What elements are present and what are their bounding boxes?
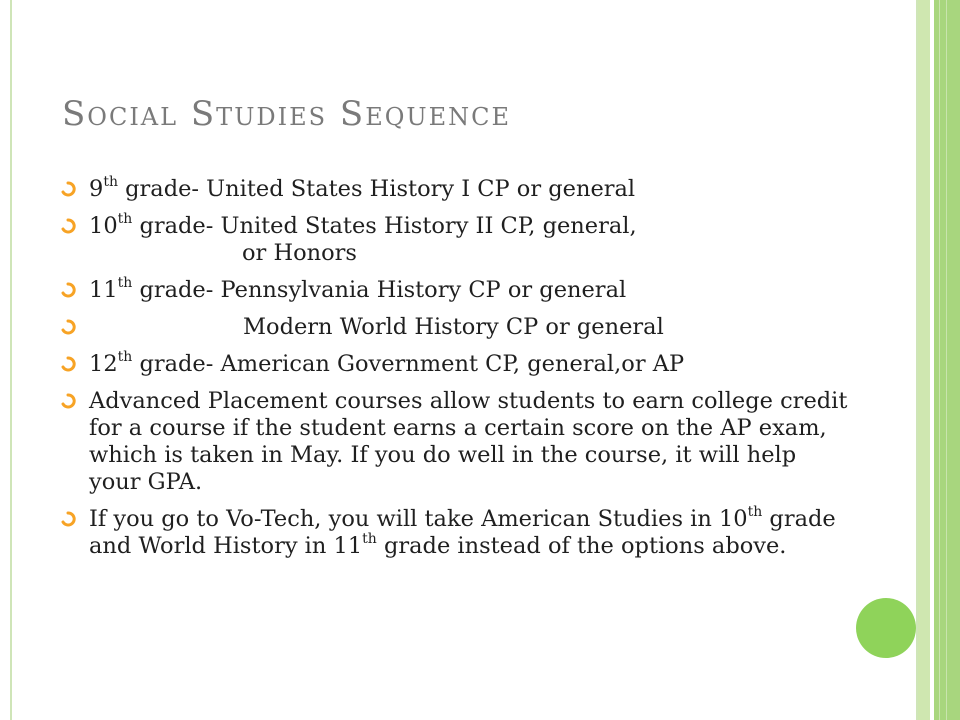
list-item [60, 314, 850, 341]
bullet-icon [60, 218, 76, 234]
grade-suffix: th [747, 503, 763, 520]
bullet-text: grade instead of the options above. [376, 533, 787, 559]
bullet-icon [60, 393, 76, 409]
bullet-icon [60, 181, 76, 197]
grade-suffix: th [117, 348, 133, 365]
bullet-continuation: or Honors [242, 240, 357, 266]
bullet-text: Advanced Placement courses allow students to earn college credit for a course if the student earns a certain score on the AP exam, which is taken in May. If you do well in the course, it will help your GPA. [89, 388, 848, 495]
grade-number: 12 [89, 351, 118, 377]
bullet-text: grade- United States History I CP or general [117, 176, 636, 202]
decorative-band-line [939, 0, 940, 720]
bullet-icon [60, 356, 76, 372]
bullet-text: grade and World History in 11 [89, 506, 836, 559]
bullet-icon [60, 319, 76, 335]
bullet-list [60, 173, 850, 570]
list-item [60, 210, 850, 267]
bullet-icon [60, 282, 76, 298]
grade-suffix: th [117, 274, 133, 291]
list-item [60, 388, 850, 496]
decorative-band-outer [934, 0, 960, 720]
grade-suffix: th [362, 530, 377, 547]
bullet-text: Modern World History CP or general [243, 314, 664, 340]
bullet-text: grade- Pennsylvania History CP or general [132, 277, 627, 303]
decorative-circle [856, 598, 916, 658]
list-item [60, 503, 850, 560]
list-item [60, 173, 850, 203]
grade-number: 10 [89, 213, 118, 239]
grade-number: 11 [89, 277, 118, 303]
list-item [60, 348, 850, 378]
bullet-text: If you go to Vo-Tech, you will take American Studies in 10 [89, 506, 748, 532]
bullet-text: grade- United States History II CP, general, [132, 213, 637, 239]
decorative-band-line [946, 0, 947, 720]
bullet-icon [60, 511, 76, 527]
bullet-text: grade- American Government CP, general,or AP [132, 351, 685, 377]
list-item [60, 274, 850, 304]
slide-title: Social Studies Sequence [62, 94, 512, 134]
decorative-band [918, 0, 930, 720]
grade-suffix: th [103, 173, 118, 190]
grade-number: 9 [89, 176, 104, 202]
grade-suffix: th [117, 210, 133, 227]
